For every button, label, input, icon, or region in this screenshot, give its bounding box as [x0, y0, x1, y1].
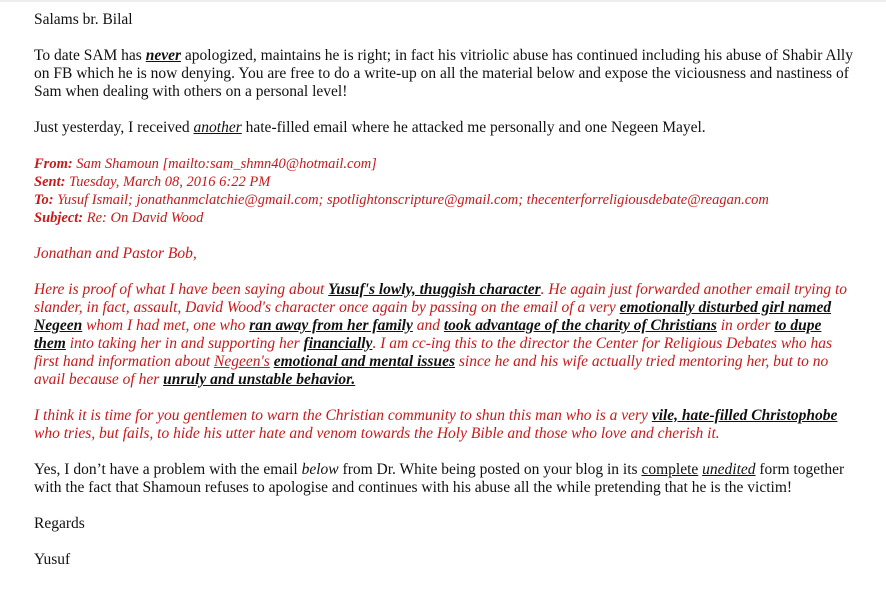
forwarded-paragraph-1: [34, 281, 854, 389]
paragraph-response: [34, 461, 854, 497]
text: . He again just forwarded another email trying to slander, in fact, assault, David Wood's character once again by passing on the email of a very: [34, 281, 848, 316]
emphasis: vile, hate-filled Christophobe: [651, 407, 838, 424]
text: from Dr. White being posted on your blog in its: [338, 461, 642, 478]
greeting: Salams br. Bilal: [34, 11, 133, 28]
text: whom I had met, one who: [82, 317, 250, 334]
text: Here is proof of what I have been saying about: [34, 281, 329, 298]
forwarded-paragraph-2: [34, 407, 854, 443]
text: hate-filled email where he attacked me personally and one Negeen Mayel.: [241, 119, 706, 136]
header-label: Subject:: [34, 210, 84, 226]
emphasis: ran away from her family: [249, 317, 413, 334]
paragraph-yesterday: [34, 119, 854, 137]
header-label: From:: [34, 156, 73, 172]
text: To date SAM has: [34, 47, 146, 64]
emphasis: unruly and unstable behavior.: [163, 371, 356, 388]
emphasis: Yusuf's lowly, thuggish character: [328, 281, 541, 298]
header-to: [34, 191, 854, 209]
header-value: Re: On David Wood: [83, 210, 204, 226]
text: and: [412, 317, 444, 334]
text: . I am cc-ing this to the director the Center for Religious Debates who has first hand information about: [34, 335, 833, 370]
emphasis: financially: [303, 335, 373, 352]
emphasis: emotional and mental issues: [273, 353, 455, 370]
text: into taking her in and supporting her: [65, 335, 304, 352]
header-value: Yusuf Ismail; jonathanmclatchie@gmail.com; spotlightonscripture@gmail.com; thecenterforreligiousdebate@reagan.com: [53, 192, 769, 208]
text: Just yesterday, I received: [34, 119, 194, 136]
emphasis-unedited: unedited: [702, 461, 756, 478]
top-divider: [0, 0, 886, 2]
header-label: To:: [34, 192, 54, 208]
text: who tries, but fails, to hide his utter hate and venom towards the Holy Bible and those who love and cherish it.: [34, 425, 720, 442]
header-value: Sam Shamoun [mailto:sam_shmn40@hotmail.com]: [72, 156, 377, 172]
text: Yes, I don’t have a problem with the email: [34, 461, 302, 478]
text: I think it is time for you gentlemen to warn the Christian community to shun this man who is a very: [34, 407, 652, 424]
emphasis-another: another: [193, 119, 242, 136]
closing-regards: Regards: [34, 515, 85, 532]
text: apologized, maintains he is right; in fact his vitriolic abuse has continued including his abuse of Shabir Ally on FB which he is now denying. You are free to do a write-up on all the material below and expose the viciousness and nastiness of Sam when dealing with others on a personal level!: [34, 47, 853, 100]
text: in order: [716, 317, 775, 334]
forwarded-salutation: Jonathan and Pastor Bob,: [34, 245, 197, 262]
email-body: [34, 11, 854, 587]
header-from: [34, 155, 854, 173]
header-sent: [34, 173, 854, 191]
signature: Yusuf: [34, 551, 71, 568]
emphasis: to dupe them: [34, 317, 822, 352]
emphasis-never: never: [145, 47, 182, 64]
text: since he and his wife actually tried mentoring her, but to no avail because of her: [34, 353, 829, 388]
text: form together with the fact that Shamoun refuses to apologise and continues with his abuse all the while pretending that he is the victim!: [34, 461, 845, 496]
header-value: Tuesday, March 08, 2016 6:22 PM: [65, 174, 271, 190]
header-label: Sent:: [34, 174, 66, 190]
emphasis: emotionally disturbed girl named Negeen: [34, 299, 832, 334]
emphasis-complete: complete: [641, 461, 699, 478]
emphasis-below: below: [301, 461, 339, 478]
underlined-name: Negeen's: [214, 353, 270, 370]
forwarded-email: [34, 155, 854, 443]
paragraph-intro: [34, 47, 854, 101]
forwarded-headers: [34, 155, 854, 227]
header-subject: [34, 209, 854, 227]
emphasis: took advantage of the charity of Christians: [443, 317, 717, 334]
